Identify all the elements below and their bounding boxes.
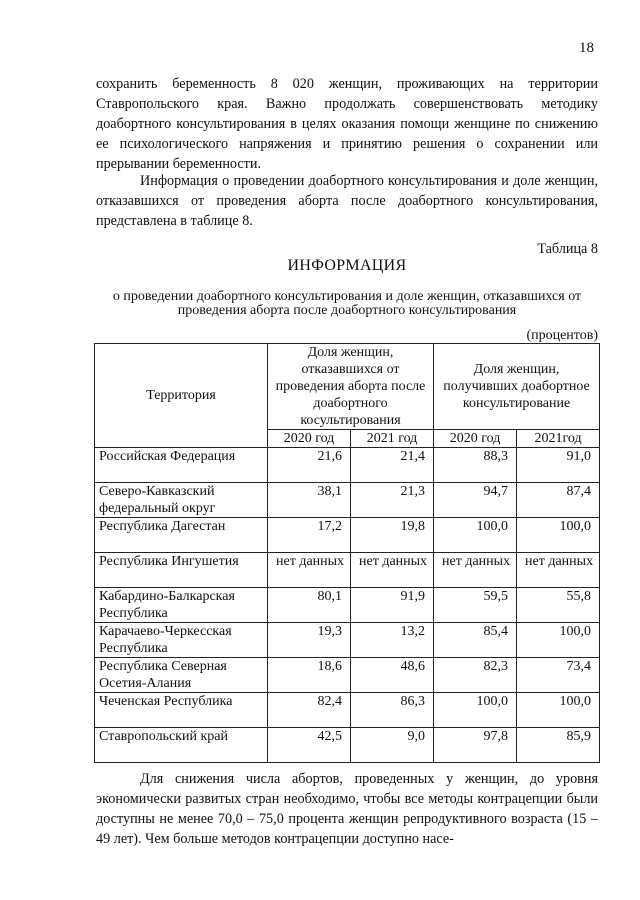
value-cell: нет данных <box>434 553 517 588</box>
value-cell: 9,0 <box>351 728 434 763</box>
value-cell: 21,3 <box>351 483 434 518</box>
header-territory: Территория <box>95 344 268 448</box>
header-year: 2021год <box>517 430 600 448</box>
header-year: 2021 год <box>351 430 434 448</box>
value-cell: нет данных <box>351 553 434 588</box>
paragraph-2: Информация о проведении доабортного консультирования и доле женщин, отказавшихся от проведения аборта после доабортного консультирования, представлена в таблице 8. <box>96 173 598 229</box>
table-units: (процентов) <box>526 328 598 343</box>
value-cell: 42,5 <box>268 728 351 763</box>
territory-name: Карачаево-Черкесская Республика <box>95 623 268 658</box>
header-refused-abortion: Доля женщин, отказавшихся от проведения аборта после доабортного косультирования <box>268 344 434 430</box>
value-cell: 85,9 <box>517 728 600 763</box>
value-cell: 21,4 <box>351 448 434 483</box>
header-year: 2020 год <box>268 430 351 448</box>
territory-name: Ставропольский край <box>95 728 268 763</box>
value-cell: 13,2 <box>351 623 434 658</box>
value-cell: 91,0 <box>517 448 600 483</box>
table-row <box>95 658 600 693</box>
territory-name: Северо-Кавказский федеральный округ <box>95 483 268 518</box>
header-year: 2020 год <box>434 430 517 448</box>
value-cell: 19,3 <box>268 623 351 658</box>
value-cell: нет данных <box>517 553 600 588</box>
value-cell: 100,0 <box>434 693 517 728</box>
territory-name: Кабардино-Балкарская Республика <box>95 588 268 623</box>
territory-name: Чеченская Республика <box>95 693 268 728</box>
table-row <box>95 518 600 553</box>
value-cell: 94,7 <box>434 483 517 518</box>
table-row <box>95 693 600 728</box>
value-cell: 80,1 <box>268 588 351 623</box>
table-subheading: о проведении доабортного консультирования и доле женщин, отказавшихся от проведения аборта после доабортного консультирования <box>112 289 582 318</box>
value-cell: 97,8 <box>434 728 517 763</box>
territory-name: Республика Северная Осетия-Алания <box>95 658 268 693</box>
table-row <box>95 623 600 658</box>
value-cell: 82,4 <box>268 693 351 728</box>
table-heading: ИНФОРМАЦИЯ <box>287 257 407 274</box>
value-cell: 86,3 <box>351 693 434 728</box>
value-cell: 21,6 <box>268 448 351 483</box>
table-row <box>95 483 600 518</box>
value-cell: 100,0 <box>517 623 600 658</box>
value-cell: 85,4 <box>434 623 517 658</box>
value-cell: 59,5 <box>434 588 517 623</box>
territory-name: Республика Дагестан <box>95 518 268 553</box>
value-cell: 73,4 <box>517 658 600 693</box>
value-cell: 88,3 <box>434 448 517 483</box>
territory-name: Российская Федерация <box>95 448 268 483</box>
value-cell: 82,3 <box>434 658 517 693</box>
table-row <box>95 728 600 763</box>
value-cell: 38,1 <box>268 483 351 518</box>
value-cell: 100,0 <box>434 518 517 553</box>
value-cell: 87,4 <box>517 483 600 518</box>
table-row <box>95 553 600 588</box>
value-cell: 91,9 <box>351 588 434 623</box>
table-row <box>95 448 600 483</box>
value-cell: 17,2 <box>268 518 351 553</box>
paragraph-1: сохранить беременность 8 020 женщин, проживающих на территории Ставропольского края. Важно продолжать совершенствовать методику доабортного консультирования в целях оказания помощи женщине по снижению ее психологического напряжения и принятию решения о сохранении или прерывании беременности. <box>96 76 598 172</box>
table-label: Таблица 8 <box>537 241 598 257</box>
data-table <box>94 343 600 763</box>
table-row <box>95 588 600 623</box>
value-cell: 19,8 <box>351 518 434 553</box>
value-cell: 18,6 <box>268 658 351 693</box>
value-cell: 100,0 <box>517 693 600 728</box>
territory-name: Республика Ингушетия <box>95 553 268 588</box>
header-received-counseling: Доля женщин, получивших доабортное консультирование <box>434 344 600 430</box>
paragraph-3: Для снижения числа абортов, проведенных у женщин, до уровня экономически развитых стран необходимо, чтобы все методы контрацепции были доступны не менее 70,0 – 75,0 процента женщин репродуктивного возраста (15 – 49 лет). Чем больше методов контрацепции доступно насе- <box>96 771 598 847</box>
value-cell: 55,8 <box>517 588 600 623</box>
value-cell: нет данных <box>268 553 351 588</box>
value-cell: 48,6 <box>351 658 434 693</box>
page-number: 18 <box>579 40 594 56</box>
value-cell: 100,0 <box>517 518 600 553</box>
